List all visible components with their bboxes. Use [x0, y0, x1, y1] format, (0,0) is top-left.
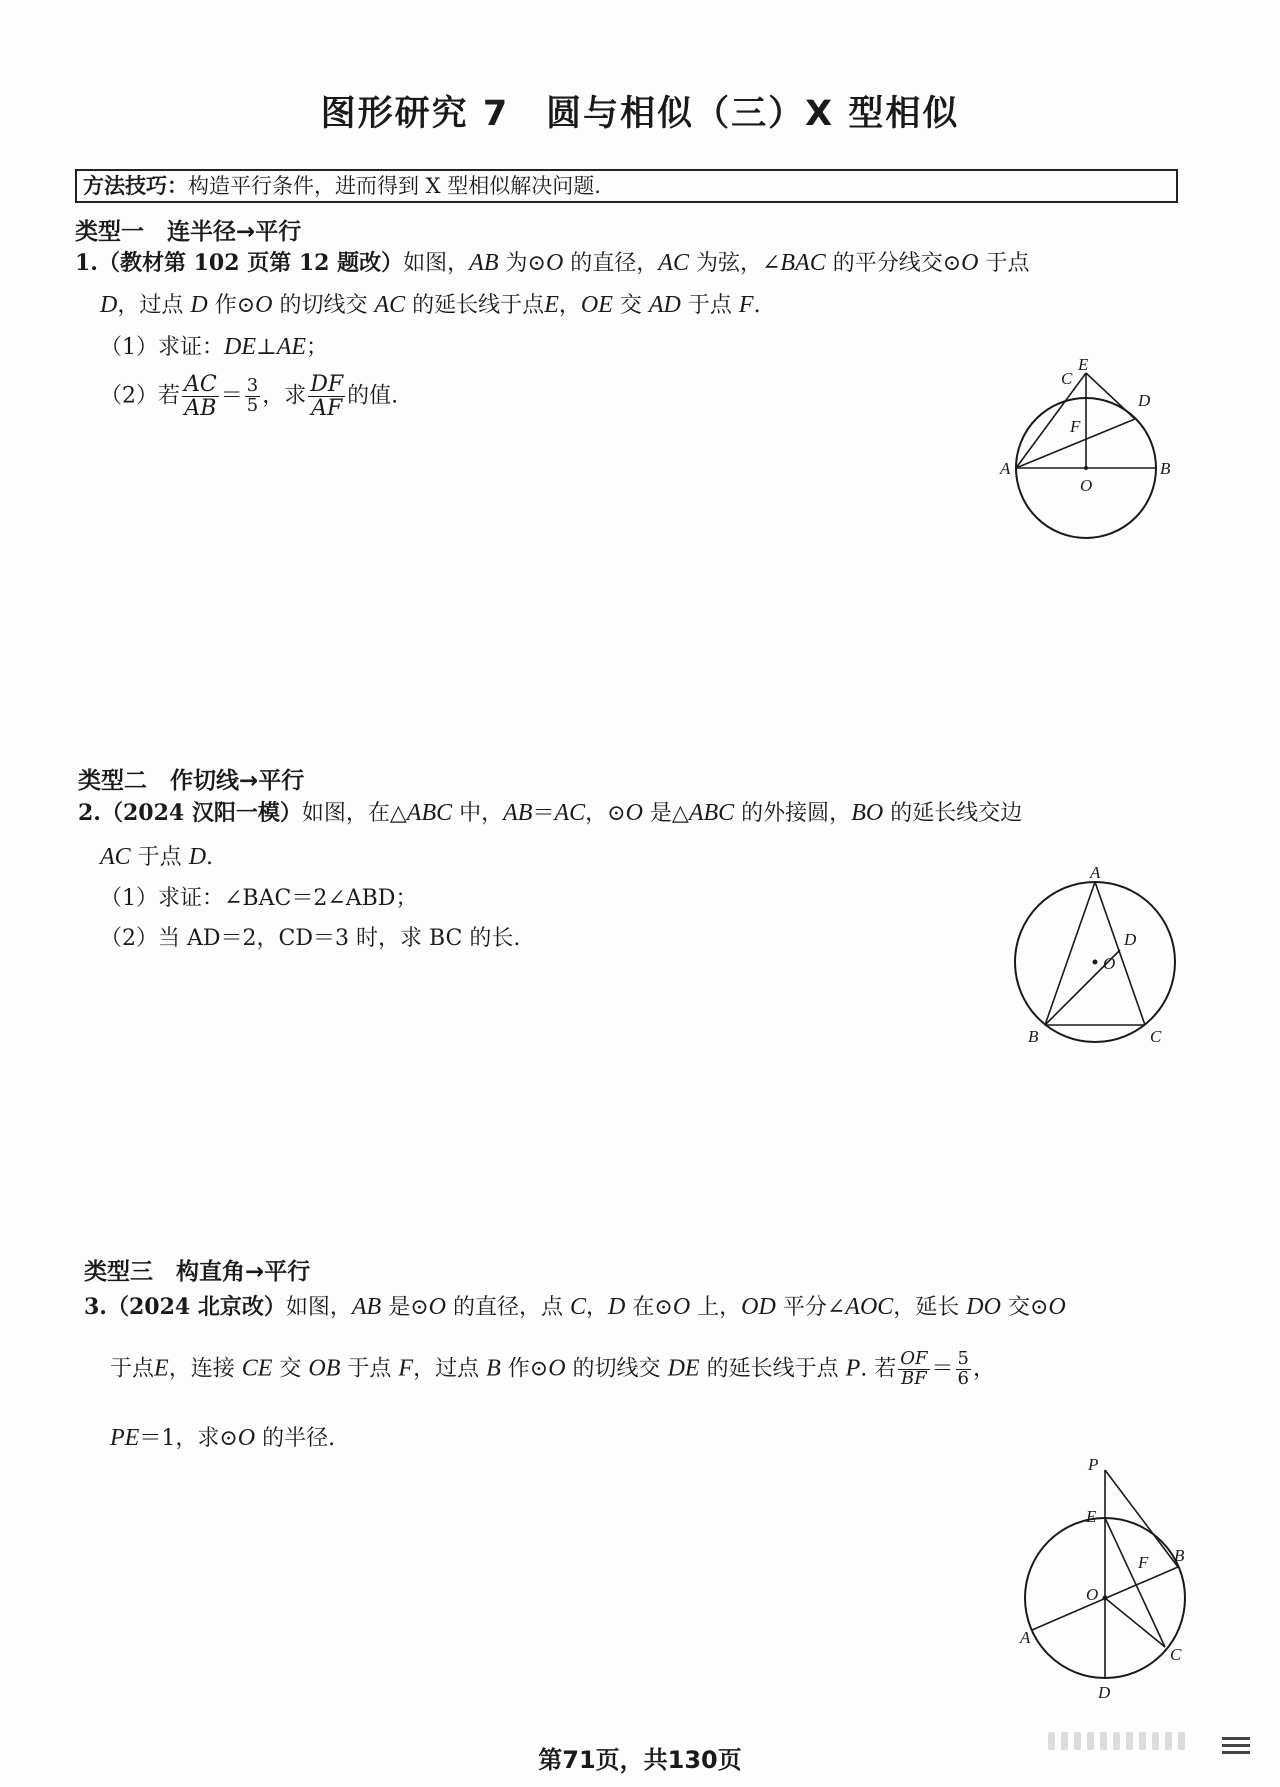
svg-text:B: B — [1028, 1027, 1039, 1046]
problem-1-line-1: 1.（教材第 102 页第 12 题改）如图，AB 为⊙O 的直径，AC 为弦，∠BAC 的平分线交⊙O 于点 — [75, 250, 1030, 276]
svg-text:A: A — [1090, 863, 1101, 882]
problem-1-line-2: D，过点 D 作⊙O 的切线交 AC 的延长线于点E，OE 交 AD 于点 F. — [100, 292, 761, 318]
problem-2-question-1: （1）求证：∠BAC＝2∠ABD； — [100, 886, 418, 911]
svg-text:C: C — [1061, 369, 1073, 388]
figure-1-circle-diagram — [990, 350, 1190, 560]
problem-3-line-2: 于点E，连接 CE 交 OB 于点 F，过点 B 作⊙O 的切线交 DE 的延长线于点 P. 若 $\frac{OF}{BF}$ ＝ $\frac{5}{6}$ ， — [110, 1348, 995, 1389]
svg-text:B: B — [1174, 1546, 1185, 1565]
svg-text:O: O — [1080, 476, 1093, 495]
problem-3-line-3: PE＝1，求⊙O 的半径. — [110, 1425, 336, 1451]
method-tip-box — [75, 169, 1178, 203]
svg-text:B: B — [1160, 459, 1171, 478]
method-tip-label: 方法技巧： — [83, 174, 188, 198]
problem-2-line-1: 2.（2024 汉阳一模）如图，在△ABC 中，AB＝AC，⊙O 是△ABC 的外接圆，BO 的延长线交边 — [78, 800, 1023, 826]
svg-text:O: O — [1103, 954, 1116, 973]
problem-1-question-1: （1）求证：DE⊥AE； — [100, 334, 329, 360]
svg-text:C: C — [1150, 1027, 1162, 1046]
svg-text:F: F — [1070, 417, 1081, 436]
svg-text:C: C — [1170, 1645, 1182, 1664]
problem-2-line-2: AC 于点 D. — [100, 844, 214, 870]
svg-text:O: O — [1086, 1585, 1099, 1604]
section-type-2: 类型二 作切线→平行 — [78, 768, 305, 794]
section-type-3: 类型三 构直角→平行 — [84, 1259, 311, 1285]
svg-text:D: D — [1098, 1683, 1111, 1702]
page-title: 图形研究 7 圆与相似（三）X 型相似 — [320, 94, 960, 134]
page-footer: 第71页，共130页 — [538, 1746, 742, 1774]
problem-2-question-2: （2）当 AD＝2，CD＝3 时，求 BC 的长. — [100, 926, 521, 951]
problem-3-line-1: 3.（2024 北京改）如图，AB 是⊙O 的直径，点 C，D 在⊙O 上，OD 平分∠AOC，延长 DO 交⊙O — [84, 1294, 1066, 1320]
figure-2-circle-diagram — [1000, 860, 1200, 1050]
svg-text:D: D — [1124, 930, 1137, 949]
svg-text:P: P — [1088, 1455, 1099, 1474]
svg-text:A: A — [1000, 459, 1011, 478]
svg-text:E: E — [1078, 355, 1089, 374]
svg-text:F: F — [1138, 1553, 1149, 1572]
svg-text:A: A — [1020, 1628, 1031, 1647]
figure-3-circle-diagram — [1010, 1450, 1210, 1702]
problem-1-question-2: （2）若 $\frac{AC}{AB}$ ＝ $\frac{3}{5}$ ，求 $\frac{DF}{AF}$ 的值. — [100, 372, 399, 422]
section-type-1: 类型一 连半径→平行 — [75, 219, 302, 245]
method-tip-text: 构造平行条件，进而得到 X 型相似解决问题. — [188, 174, 601, 198]
svg-text:D: D — [1138, 391, 1151, 410]
svg-text:E: E — [1086, 1507, 1097, 1526]
